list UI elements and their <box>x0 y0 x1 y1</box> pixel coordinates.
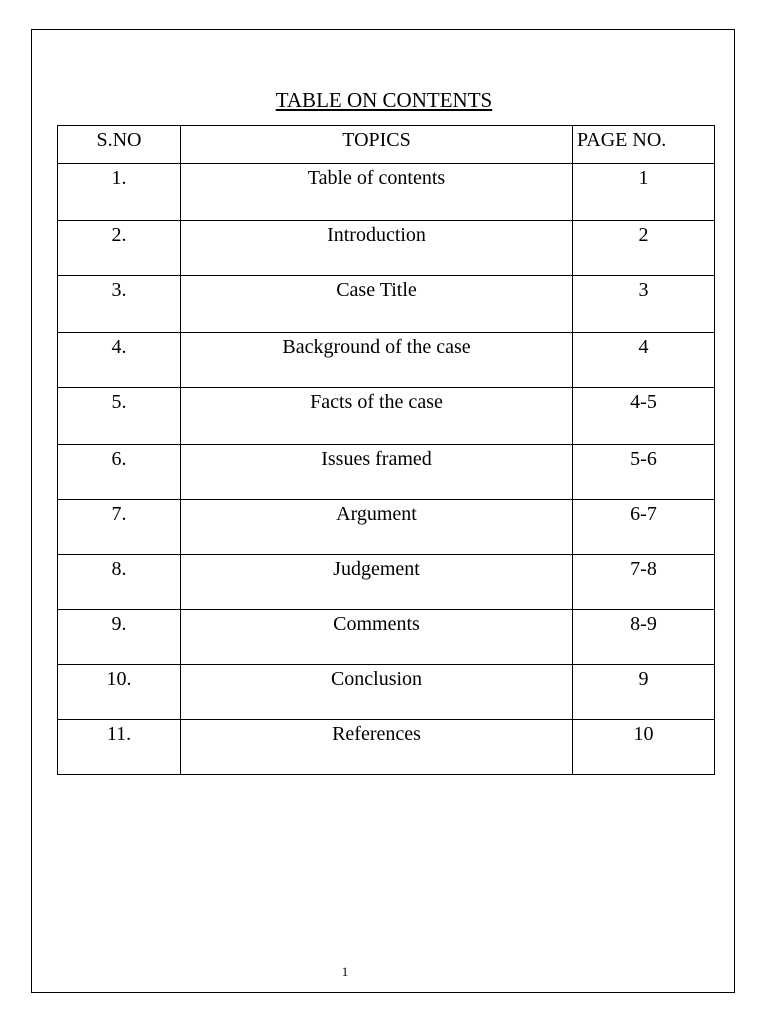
table-row <box>58 610 715 665</box>
row-page: 4 <box>573 333 715 388</box>
table-row <box>58 720 715 775</box>
row-sno: 3. <box>58 276 181 333</box>
table-row <box>58 276 715 333</box>
row-topic: Judgement <box>181 555 573 610</box>
table-row <box>58 555 715 610</box>
table-row <box>58 388 715 445</box>
row-sno: 2. <box>58 221 181 276</box>
header-page-no: PAGE NO. <box>573 126 715 164</box>
row-sno: 11. <box>58 720 181 775</box>
row-topic: Comments <box>181 610 573 665</box>
row-sno: 4. <box>58 333 181 388</box>
row-page: 2 <box>573 221 715 276</box>
row-page: 9 <box>573 665 715 720</box>
row-topic: Facts of the case <box>181 388 573 445</box>
table-row <box>58 500 715 555</box>
row-topic: Conclusion <box>181 665 573 720</box>
document-title-text: TABLE ON CONTENTS <box>275 88 493 112</box>
table-row <box>58 164 715 221</box>
row-sno: 6. <box>58 445 181 500</box>
table-row <box>58 665 715 720</box>
row-page: 1 <box>573 164 715 221</box>
row-sno: 9. <box>58 610 181 665</box>
row-page: 4-5 <box>573 388 715 445</box>
row-sno: 10. <box>58 665 181 720</box>
row-topic: Table of contents <box>181 164 573 221</box>
row-sno: 7. <box>58 500 181 555</box>
row-topic: Issues framed <box>181 445 573 500</box>
table-row <box>58 333 715 388</box>
row-page: 3 <box>573 276 715 333</box>
row-sno: 1. <box>58 164 181 221</box>
row-topic: Case Title <box>181 276 573 333</box>
document-title <box>0 87 768 113</box>
row-page: 5-6 <box>573 445 715 500</box>
header-topics: TOPICS <box>181 126 573 164</box>
contents-table <box>57 125 715 775</box>
row-page: 6-7 <box>573 500 715 555</box>
table-header-row <box>58 126 715 164</box>
row-page: 10 <box>573 720 715 775</box>
row-sno: 5. <box>58 388 181 445</box>
header-sno: S.NO <box>58 126 181 164</box>
row-page: 7-8 <box>573 555 715 610</box>
row-topic: References <box>181 720 573 775</box>
row-topic: Introduction <box>181 221 573 276</box>
table-row <box>58 445 715 500</box>
row-topic: Background of the case <box>181 333 573 388</box>
row-page: 8-9 <box>573 610 715 665</box>
row-sno: 8. <box>58 555 181 610</box>
table-row <box>58 221 715 276</box>
page-number: 1 <box>341 964 349 979</box>
row-topic: Argument <box>181 500 573 555</box>
